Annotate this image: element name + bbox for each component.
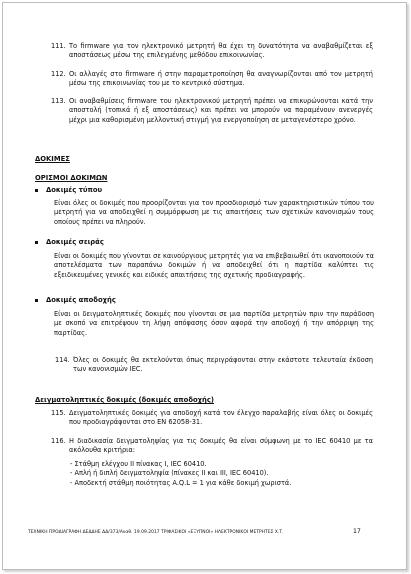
item-text: Οι αναβαθμίσεις firmware του ηλεκτρονικού μετρητή πρέπει να επικυρώνονται κατά την αποστολή (τοπικά ή εξ αποστάσεως) και πρέπει να μπορούν να παραμένουν ανενεργές μέχρι μια καθορισμένη μελλοντική στιγμή για ενεργοποίηση σε μεταγενέστερο χρόνο. xyxy=(69,97,373,124)
bullet-icon xyxy=(35,299,38,302)
item-text: Δειγματοληπτικές δοκιμές για αποδοχή κατά τον έλεγχο παραλαβής είναι όλες οι δοκιμές που προδιαγράφονται στο ΕΝ 62058-31. xyxy=(69,409,373,427)
page-number: 17 xyxy=(353,528,361,535)
definition-text-type-tests: Είναι όλες οι δοκιμές που προορίζονται για τον προσδιορισμό των χαρακτηριστικών τύπου του μετρητή για να αποδειχθεί η συμμόρφωση με τις απαιτήσεις των σχετικών κανονισμών τους οποίους πρέπει να πληρούν. xyxy=(54,199,374,226)
item-number: 115. xyxy=(51,409,66,417)
page-footer: ΤΕΧΝΙΚΗ ΠΡΟΔΙΑΓΡΑΦΗ ΔΕΔΔΗΕ ΔΔ/373/Αναθ. 19.09.2017 ΤΡΙΦΑΣΙΚΟΙ «ΕΞΥΠΝΟΙ» ΗΛΕΚΤΡΟΝΙΚΟΙ ΜΕΤΡΗΤΕΣ Χ.Τ. xyxy=(28,530,284,535)
item-text: Η διαδικασία δειγματοληψίας για τις δοκιμές θα είναι σύμφωνη με το IEC 60410 με τα ακόλουθα κριτήρια: xyxy=(69,437,373,455)
item-text: Όλες οι δοκιμές θα εκτελούνται όπως περιγράφονται στην εκάστοτε τελευταία έκδοση των κανονισμών IEC. xyxy=(73,356,373,374)
item-text: Το firmware για τον ηλεκτρονικό μετρητή θα έχει τη δυνατότητα να αναβαθμίζεται εξ αποστάσεως μέσω της επιλεγμένης μεθόδου επικοινωνίας. xyxy=(69,42,373,60)
subsection-title: ΟΡΙΣΜΟΙ ΔΟΚΙΜΩΝ xyxy=(35,174,108,182)
item-number: 112. xyxy=(51,70,66,78)
item-number: 116. xyxy=(51,437,66,445)
definition-text-acceptance-tests: Είναι οι δειγματοληπτικές δοκιμές που γίνονται σε μια παρτίδα μετρητών πριν την παράδοση με σκοπό να επιτρέψουν τη λήψη απόφασης όσον αφορά την αποδοχή ή την απόρριψη της παρτίδας. xyxy=(54,310,374,337)
sampling-section-title: Δειγματοληπτικές δοκιμές (δοκιμές αποδοχής) xyxy=(35,396,215,404)
bullet-icon xyxy=(35,241,38,244)
item-number: 113. xyxy=(51,97,66,105)
criteria-list xyxy=(70,460,370,488)
item-number: 111. xyxy=(51,42,66,50)
definition-heading-type-tests: Δοκιμές τύπου xyxy=(35,186,102,195)
section-title: ΔΟΚΙΜΕΣ xyxy=(35,155,70,163)
criteria-item: - Απλή ή διπλή δειγματοληψία (πίνακες ΙΙ και ΙΙΙ, IEC 60410). xyxy=(70,469,269,478)
item-text: Οι αλλαγές στο firmware ή στην παραμετροποίηση θα αναγνωρίζονται από τον μετρητή μέσω της επικοινωνίας του με το κεντρικό σύστημα. xyxy=(69,70,373,88)
definition-heading-routine-tests: Δοκιμές σειράς xyxy=(35,238,104,247)
bullet-icon xyxy=(35,189,38,192)
criteria-item: - Στάθμη ελέγχου ΙΙ πίνακας Ι, IEC 60410. xyxy=(70,460,207,468)
item-number: 114. xyxy=(55,356,70,364)
criteria-item: - Αποδεκτή στάθμη ποιότητας A.Q.L = 1 για κάθε δοκιμή χωριστά. xyxy=(70,478,292,487)
definition-text-routine-tests: Είναι οι δοκιμές που γίνονται σε καινούργιους μετρητές για να επιβεβαιωθεί ότι ικανοποιούν τα αποτελέσματα των παραπάνω δοκιμών ή να αποδειχθεί ότι η παρτίδα καλύπτει τις εξειδικευμένες γενικές και ειδικές απαιτήσεις της σχετικής προδιαγραφής. xyxy=(54,252,374,279)
definition-heading-acceptance-tests: Δοκιμές αποδοχής xyxy=(35,296,116,305)
